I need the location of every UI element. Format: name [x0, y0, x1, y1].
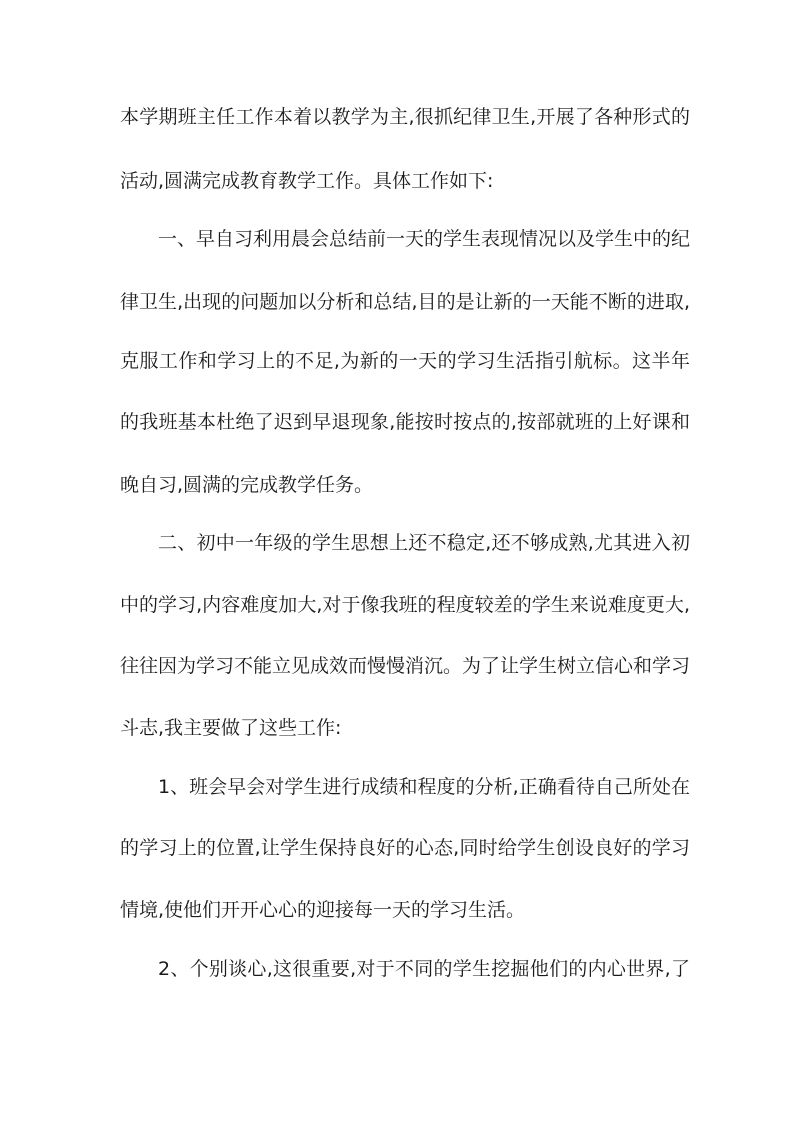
- paragraph-line: 本学期班主任工作本着以教学为主,很抓纪律卫生,开展了各种形式的: [120, 106, 690, 128]
- paragraph-line: 晚自习,圆满的完成教学任务。: [120, 474, 374, 496]
- paragraph-line: 往往因为学习不能立见成效而慢慢消沉。为了让学生树立信心和学习: [120, 655, 690, 677]
- paragraph-line: 的我班基本杜绝了迟到早退现象,能按时按点的,按部就班的上好课和: [120, 411, 690, 433]
- paragraph-line: 二、初中一年级的学生思想上还不稳定,还不够成熟,尤其进入初: [158, 532, 690, 554]
- paragraph-line: 活动,圆满完成教育教学工作。具体工作如下:: [120, 170, 494, 192]
- paragraph-line: 中的学习,内容难度加大,对于像我班的程度较差的学生来说难度更大,: [120, 594, 690, 616]
- paragraph-line: 1、班会早会对学生进行成绩和程度的分析,正确看待自己所处在: [158, 776, 690, 798]
- paragraph-line: 的学习上的位置,让学生保持良好的心态,同时给学生创设良好的学习: [120, 837, 690, 859]
- paragraph-line: 一、早自习利用晨会总结前一天的学生表现情况以及学生中的纪: [158, 228, 690, 250]
- paragraph-line: 斗志,我主要做了这些工作:: [120, 717, 342, 739]
- paragraph-line: 律卫生,出现的问题加以分析和总结,目的是让新的一天能不断的进取,: [120, 291, 690, 313]
- paragraph-line: 情境,使他们开开心心的迎接每一天的学习生活。: [120, 899, 526, 921]
- paragraph-line: 2、个别谈心,这很重要,对于不同的学生挖掘他们的内心世界,了: [158, 958, 690, 980]
- paragraph-line: 克服工作和学习上的不足,为新的一天的学习生活指引航标。这半年: [120, 350, 690, 372]
